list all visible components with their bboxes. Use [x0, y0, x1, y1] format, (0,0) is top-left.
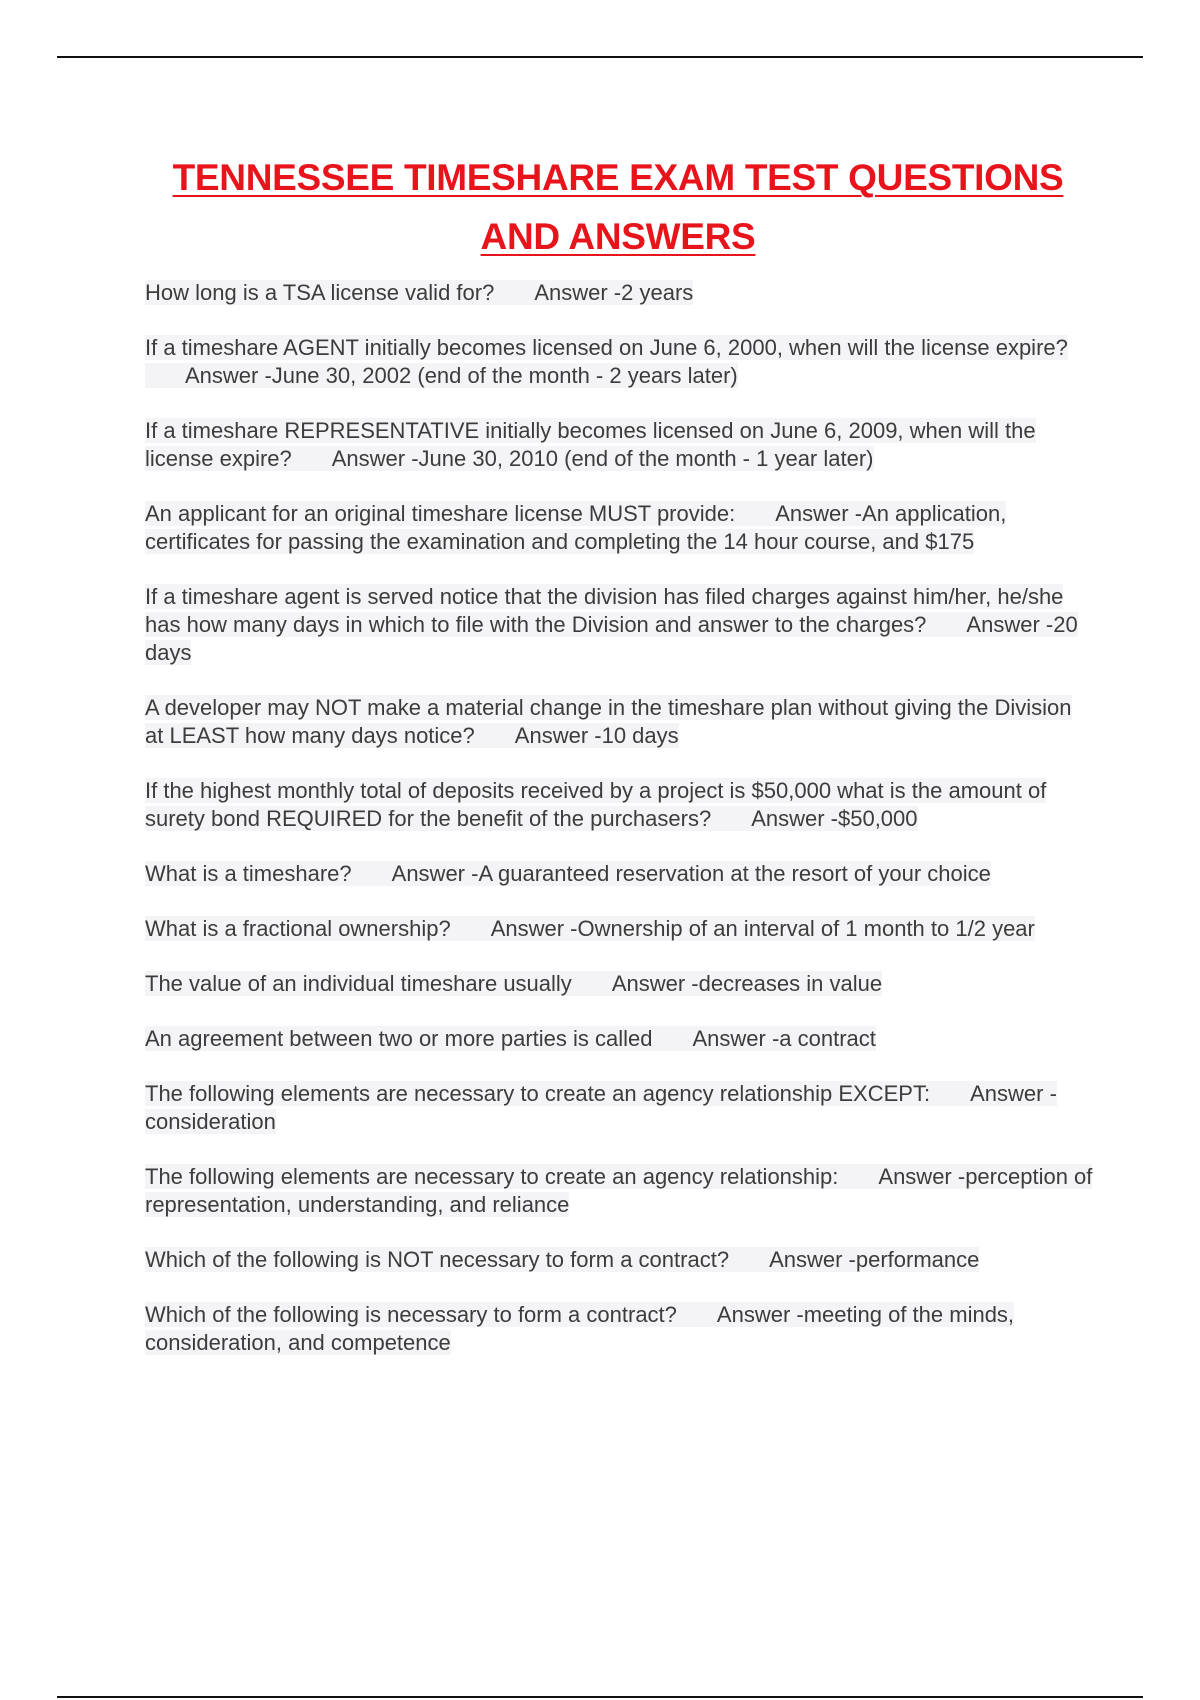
qa-item [145, 915, 1095, 943]
question-text: How long is a TSA license valid for? [145, 280, 495, 305]
question-text: Which of the following is NOT necessary to form a contract? [145, 1247, 730, 1272]
qa-item [145, 334, 1095, 390]
answer-text: Answer -perception of representation, understanding, and reliance [145, 1164, 1093, 1217]
question-text: An applicant for an original timeshare license MUST provide: [145, 501, 736, 526]
qa-item [145, 694, 1095, 750]
answer-text: Answer -Ownership of an interval of 1 month to 1/2 year [490, 916, 1035, 941]
qa-item [145, 1246, 1095, 1274]
question-text: A developer may NOT make a material change in the timeshare plan without giving the Division at LEAST how many days notice? [145, 695, 1072, 748]
answer-text: Answer -performance [769, 1247, 980, 1272]
qa-item [145, 1080, 1095, 1136]
qa-item [145, 583, 1095, 667]
answer-text: Answer -A guaranteed reservation at the resort of your choice [391, 861, 991, 886]
answer-text: Answer -An application, certificates for passing the examination and completing the 14 hour course, and $175 [145, 501, 1007, 554]
qa-item [145, 417, 1095, 473]
answer-text: Answer -decreases in value [611, 971, 883, 996]
document-title [0, 148, 1200, 266]
qa-item [145, 279, 1095, 307]
answer-text: Answer -20 days [145, 612, 1078, 665]
qa-item [145, 970, 1095, 998]
qa-item [145, 1301, 1095, 1357]
question-text: The value of an individual timeshare usually [145, 971, 572, 996]
question-text: What is a timeshare? [145, 861, 352, 886]
question-text: What is a fractional ownership? [145, 916, 451, 941]
answer-text: Answer -a contract [692, 1026, 876, 1051]
qa-list [145, 279, 1095, 1357]
qa-item [145, 860, 1095, 888]
question-text: The following elements are necessary to create an agency relationship EXCEPT: [145, 1081, 931, 1106]
qa-item [145, 777, 1095, 833]
answer-text: Answer -June 30, 2002 (end of the month - 2 years later) [185, 363, 738, 388]
qa-item [145, 500, 1095, 556]
qa-item [145, 1163, 1095, 1219]
question-text: The following elements are necessary to create an agency relationship: [145, 1164, 839, 1189]
answer-text: Answer -$50,000 [751, 806, 918, 831]
question-text: If a timeshare AGENT initially becomes licensed on June 6, 2000, when will the license expire? [145, 335, 1068, 360]
answer-text: Answer -10 days [514, 723, 679, 748]
question-text: An agreement between two or more parties is called [145, 1026, 653, 1051]
answer-text: Answer -meeting of the minds, consideration, and competence [145, 1302, 1015, 1355]
title-line-2: AND ANSWERS [480, 216, 756, 257]
top-rule [57, 56, 1143, 58]
answer-text: Answer -June 30, 2010 (end of the month - 1 year later) [331, 446, 874, 471]
question-text: If a timeshare REPRESENTATIVE initially becomes licensed on June 6, 2009, when will the license expire? [145, 418, 1036, 471]
answer-text: Answer -2 years [534, 280, 694, 305]
question-text: Which of the following is necessary to form a contract? [145, 1302, 677, 1327]
title-line-1: TENNESSEE TIMESHARE EXAM TEST QUESTIONS [172, 157, 1064, 198]
qa-item [145, 1025, 1095, 1053]
question-text: If a timeshare agent is served notice that the division has filed charges against him/her, he/she has how many days in which to file with the Division and answer to the charges? [145, 584, 1064, 637]
question-text: If the highest monthly total of deposits received by a project is $50,000 what is the amount of surety bond REQUIRED for the benefit of the purchasers? [145, 778, 1047, 831]
bottom-rule [57, 1696, 1143, 1698]
answer-text: Answer -consideration [145, 1081, 1057, 1134]
